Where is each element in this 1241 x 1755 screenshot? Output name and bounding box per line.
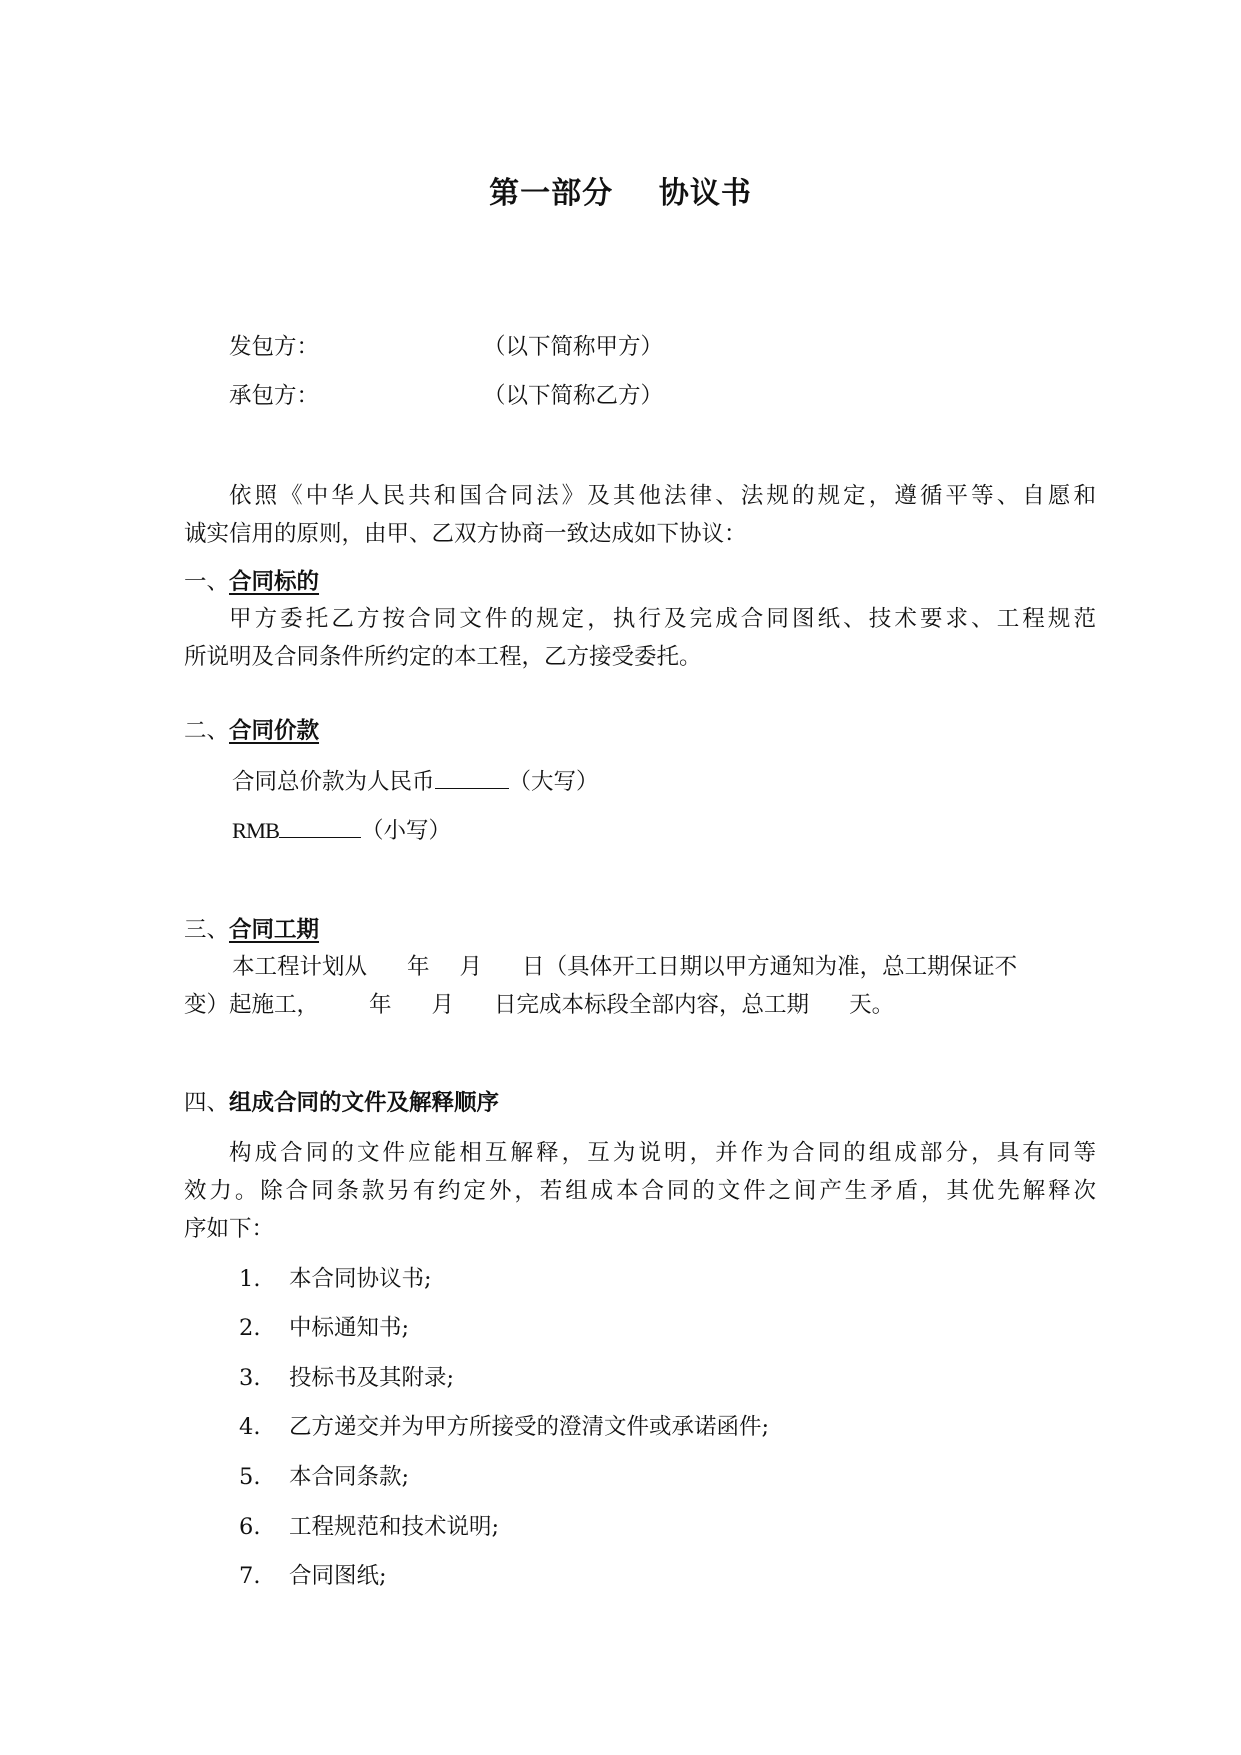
schedule-start-year: 年 <box>407 954 430 980</box>
schedule-line-2 <box>184 990 894 1020</box>
schedule-end-month: 月 <box>431 992 455 1018</box>
price-capital-line <box>232 766 599 797</box>
section-2-title: 合同价款 <box>229 718 320 744</box>
contractor-label: 承包方： <box>229 383 320 409</box>
section-4-line-3: 序如下： <box>184 1216 275 1242</box>
list-item-number: 4. <box>239 1414 261 1440</box>
section-3-number: 三、 <box>184 917 230 943</box>
section-2-number: 二、 <box>184 718 230 744</box>
price-capital-blank <box>435 766 509 789</box>
employer-label: 发包方： <box>229 334 320 360</box>
schedule-total-days: 天。 <box>849 992 895 1018</box>
section-4-number: 四、 <box>184 1090 230 1116</box>
schedule-end-year: 年 <box>369 992 392 1018</box>
schedule-end-text: 日完成本标段全部内容，总工期 <box>494 992 810 1018</box>
list-item-text: 投标书及其附录; <box>289 1365 455 1391</box>
employer-note: （以下简称甲方） <box>483 334 664 360</box>
schedule-line-1 <box>232 952 1017 982</box>
section-4-heading <box>184 1088 499 1118</box>
list-item-number: 5. <box>239 1464 261 1490</box>
schedule-begin-text: 变）起施工， <box>184 992 320 1018</box>
list-item <box>239 1462 409 1492</box>
list-item-text: 工程规范和技术说明; <box>289 1514 500 1540</box>
section-1-line-1: 甲方委托乙方按合同文件的规定，执行及完成合同图纸、技术要求、工程规范 <box>229 606 1096 632</box>
preamble-line-2: 诚实信用的原则，由甲、乙双方协商一致达成如下协议： <box>184 521 747 547</box>
list-item-text: 乙方递交并为甲方所接受的澄清文件或承诺函件; <box>289 1414 770 1440</box>
price-numeric-line <box>232 815 451 846</box>
contractor-note: （以下简称乙方） <box>483 383 664 409</box>
price-capital-prefix: 合同总价款为人民币 <box>232 769 435 795</box>
schedule-start-month: 月 <box>459 954 483 980</box>
section-4-title: 组成合同的文件及解释顺序 <box>229 1090 500 1116</box>
list-item-number: 3. <box>239 1365 261 1391</box>
list-item <box>239 1561 387 1591</box>
list-item-text: 本合同协议书; <box>289 1266 432 1292</box>
preamble-line-1: 依照《中华人民共和国合同法》及其他法律、法规的规定，遵循平等、自愿和 <box>229 483 1096 509</box>
section-2-heading <box>184 716 319 746</box>
section-1-heading <box>184 567 319 597</box>
schedule-start-text: 本工程计划从 <box>232 954 368 980</box>
section-3-title: 合同工期 <box>229 917 320 943</box>
list-item-number: 6. <box>239 1514 261 1540</box>
list-item-text: 中标通知书; <box>289 1315 410 1341</box>
section-1-title: 合同标的 <box>229 569 320 595</box>
list-item-number: 1. <box>239 1266 261 1292</box>
list-item-number: 7. <box>239 1563 261 1589</box>
list-item <box>239 1363 454 1393</box>
list-item <box>239 1412 769 1442</box>
list-item-number: 2. <box>239 1315 261 1341</box>
price-capital-suffix: （大写） <box>508 769 599 795</box>
section-4-line-2: 效力。除合同条款另有约定外，若组成本合同的文件之间产生矛盾，其优先解释次 <box>184 1178 1096 1204</box>
section-3-heading <box>184 915 319 945</box>
section-1-number: 一、 <box>184 569 230 595</box>
section-1-line-2: 所说明及合同条件所约定的本工程，乙方接受委托。 <box>184 644 702 670</box>
list-item <box>239 1313 409 1343</box>
schedule-start-day: 日 <box>522 954 545 980</box>
page-title: 第一部分 协议书 <box>489 176 752 211</box>
list-item-text: 合同图纸; <box>289 1563 387 1589</box>
price-numeric-blank <box>279 815 361 838</box>
schedule-start-note: （具体开工日期以甲方通知为准，总工期保证不 <box>544 954 1018 980</box>
list-item-text: 本合同条款; <box>289 1464 410 1490</box>
section-4-line-1: 构成合同的文件应能相互解释，互为说明，并作为合同的组成部分，具有同等 <box>229 1140 1096 1166</box>
list-item <box>239 1264 432 1294</box>
list-item <box>239 1512 499 1542</box>
price-numeric-suffix: （小写） <box>361 818 452 844</box>
price-numeric-prefix: RMB <box>232 818 280 843</box>
